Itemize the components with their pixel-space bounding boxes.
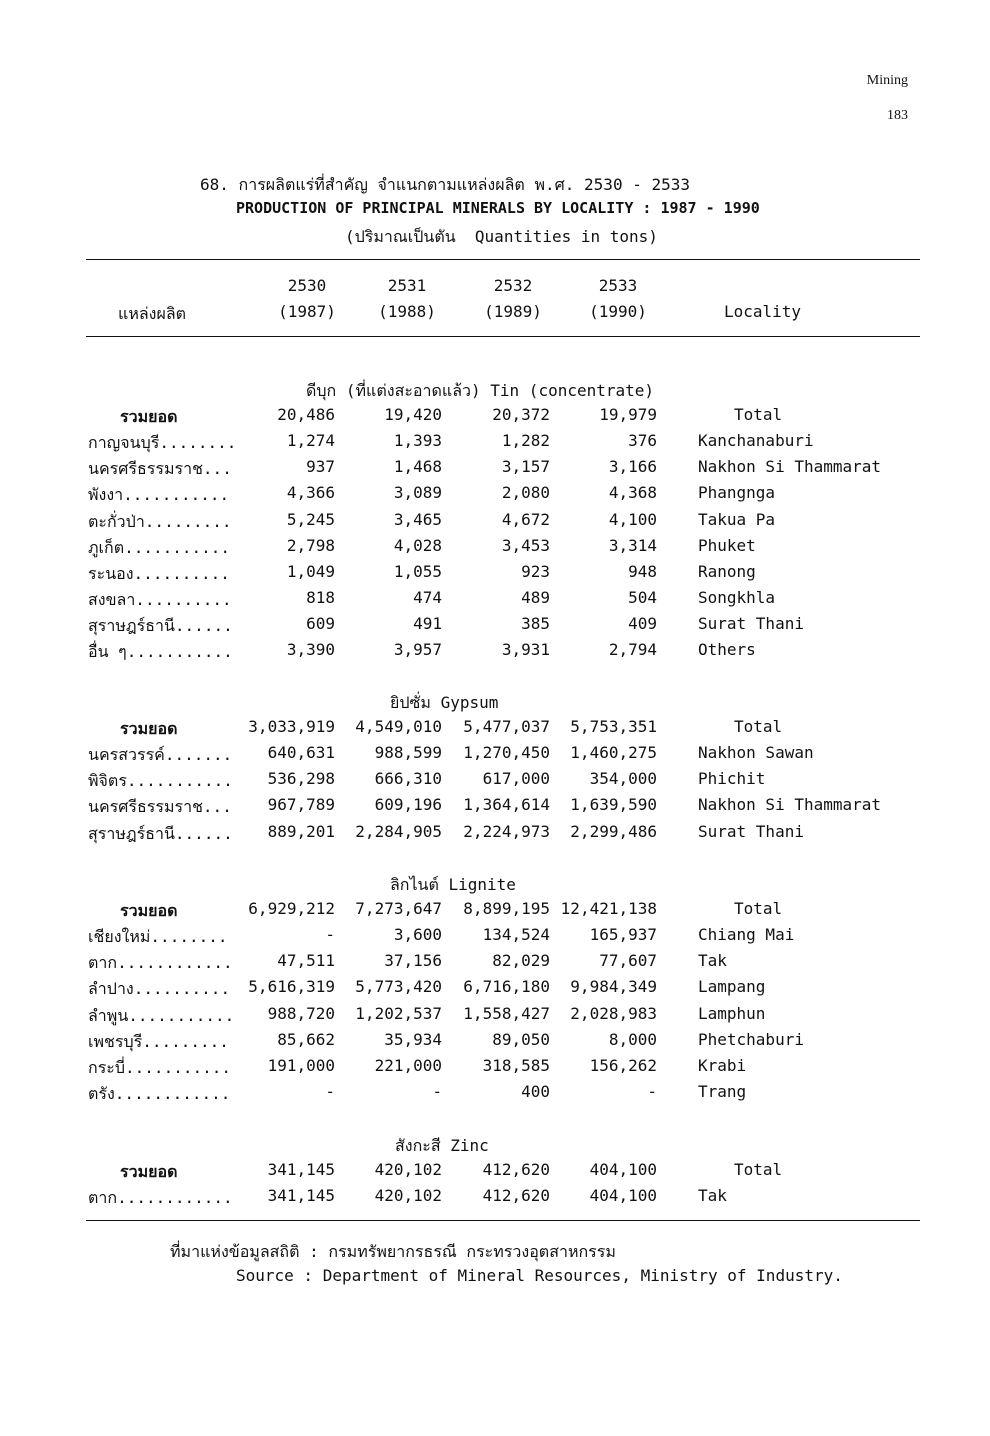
locality-english: Phichit	[698, 769, 766, 789]
value-cell: 37,156	[384, 951, 442, 971]
section-title: ลิกไนต์ Lignite	[390, 875, 516, 894]
locality-english: Phangnga	[698, 483, 776, 503]
value-cell: 1,393	[393, 431, 442, 451]
locality-english: Chiang Mai	[698, 925, 795, 945]
locality-english: Nakhon Sawan	[698, 743, 814, 763]
locality-english: Phetchaburi	[698, 1029, 804, 1049]
total-label-thai: รวมยอด	[120, 1162, 178, 1182]
value-cell: 20,372	[492, 405, 550, 425]
total-row	[0, 717, 990, 743]
locality-english: Tak	[698, 1186, 727, 1206]
value-cell: 489	[521, 587, 550, 607]
value-cell: 5,477,037	[463, 717, 550, 737]
locality-english: Tak	[698, 951, 727, 971]
table-row	[0, 951, 990, 977]
value-cell: 412,620	[482, 1186, 550, 1206]
value-cell: 967,789	[267, 795, 335, 815]
table-row	[0, 1030, 990, 1056]
value-cell: 35,934	[384, 1029, 442, 1049]
value-cell: 4,028	[393, 535, 442, 555]
table-row	[0, 822, 990, 848]
value-cell: 1,282	[501, 431, 550, 451]
value-cell: 3,390	[286, 640, 335, 659]
value-cell: 8,899,195	[463, 899, 550, 919]
locality-english: Lampang	[698, 977, 766, 997]
table-units: (ปริมาณเป็นตัน Quantities in tons)	[345, 227, 658, 246]
locality-english: Lamphun	[698, 1003, 766, 1023]
value-cell: 85,662	[277, 1029, 335, 1049]
value-cell: 354,000	[589, 769, 657, 789]
locality-thai: สงขลา..........	[88, 589, 232, 609]
value-cell: 3,033,919	[248, 717, 335, 737]
value-cell: 7,273,647	[355, 899, 442, 919]
value-cell: 2,284,905	[355, 821, 442, 841]
value-cell: 4,100	[608, 509, 657, 529]
locality-english: Others	[698, 640, 756, 659]
value-cell: 89,050	[492, 1029, 550, 1049]
value-cell: 536,298	[267, 769, 335, 789]
value-cell: 4,366	[286, 483, 335, 503]
value-cell: 1,270,450	[463, 743, 550, 763]
total-label: Total	[734, 1160, 783, 1180]
locality-english: Ranong	[698, 561, 756, 581]
value-cell: 1,364,614	[463, 795, 550, 815]
table-row	[0, 536, 990, 562]
value-cell: 3,157	[501, 457, 550, 477]
page-section-label: Mining	[866, 73, 908, 88]
value-cell: 3,166	[608, 457, 657, 477]
value-cell: 1,049	[286, 561, 335, 581]
locality-english: Surat Thani	[698, 613, 804, 633]
header-locality: Locality	[724, 302, 802, 321]
total-label: Total	[734, 405, 783, 425]
table-row	[0, 431, 990, 457]
value-cell: 2,299,486	[570, 821, 657, 841]
header-bottom-rule	[86, 336, 920, 337]
value-cell: 8,000	[608, 1029, 657, 1049]
section-title: ยิปซั่ม Gypsum	[390, 693, 499, 712]
locality-english: Nakhon Si Thammarat	[698, 795, 882, 815]
header-top-rule	[86, 259, 920, 260]
section-title: สังกะสี Zinc	[395, 1136, 489, 1155]
value-cell: 19,979	[599, 405, 657, 425]
value-cell: 9,984,349	[570, 977, 657, 997]
locality-thai: อื่น ๆ...........	[88, 642, 233, 661]
value-cell: 1,055	[393, 561, 442, 581]
source-thai: ที่มาแห่งข้อมูลสถิติ : กรมทรัพยากรธรณี กระทรวงอุตสาหกรรม	[170, 1242, 616, 1261]
value-cell: 2,798	[286, 535, 335, 555]
header-year-be: 2533	[598, 276, 638, 295]
total-label-thai: รวมยอด	[120, 407, 178, 427]
value-cell: 988,599	[374, 743, 442, 763]
value-cell: 165,937	[589, 925, 657, 945]
value-cell: 341,145	[267, 1186, 335, 1206]
value-cell: 3,931	[501, 640, 550, 659]
locality-thai: สุราษฎร์ธานี......	[88, 615, 233, 635]
locality-thai: ลำปาง..........	[88, 979, 231, 999]
value-cell: 1,274	[286, 431, 335, 451]
value-cell: 6,716,180	[463, 977, 550, 997]
value-cell: -	[325, 925, 335, 945]
locality-thai: พังงา...........	[88, 485, 230, 505]
value-cell: 5,245	[286, 509, 335, 529]
value-cell: 1,468	[393, 457, 442, 477]
header-year-ce: (1989)	[484, 302, 542, 321]
header-year-be: 2530	[287, 276, 327, 295]
value-cell: 134,524	[482, 925, 550, 945]
value-cell: 2,080	[501, 483, 550, 503]
table-row	[0, 795, 990, 821]
value-cell: 617,000	[482, 769, 550, 789]
table-row	[0, 588, 990, 614]
locality-thai: นครสวรรค์.......	[88, 745, 233, 765]
value-cell: 420,102	[374, 1160, 442, 1180]
value-cell: 404,100	[589, 1186, 657, 1206]
total-row	[0, 1160, 990, 1186]
locality-thai: นครศรีธรรมราช...	[88, 797, 232, 817]
locality-thai: นครศรีธรรมราช...	[88, 459, 232, 479]
locality-thai: สุราษฎร์ธานี......	[88, 823, 233, 843]
page-number: 183	[887, 108, 908, 123]
table-title-english: PRODUCTION OF PRINCIPAL MINERALS BY LOCALITY : 1987 - 1990	[236, 199, 760, 217]
table-row	[0, 1082, 990, 1108]
locality-english: Nakhon Si Thammarat	[698, 457, 882, 477]
value-cell: 3,314	[608, 535, 657, 555]
value-cell: 3,465	[393, 509, 442, 529]
value-cell: 1,639,590	[570, 795, 657, 815]
table-row	[0, 1004, 990, 1030]
value-cell: 404,100	[589, 1160, 657, 1180]
value-cell: 1,558,427	[463, 1003, 550, 1023]
value-cell: 640,631	[267, 743, 335, 763]
locality-thai: ระนอง..........	[88, 563, 230, 583]
locality-thai: กาญจนบุรี........	[88, 433, 237, 453]
header-year-ce: (1990)	[589, 302, 647, 321]
value-cell: 1,202,537	[355, 1003, 442, 1023]
value-cell: 1,460,275	[570, 743, 657, 763]
value-cell: 6,929,212	[248, 899, 335, 919]
value-cell: 474	[413, 587, 442, 607]
value-cell: 376	[628, 431, 657, 451]
locality-english: Phuket	[698, 535, 756, 555]
value-cell: 4,368	[608, 483, 657, 503]
table-row	[0, 562, 990, 588]
total-label: Total	[734, 717, 783, 737]
value-cell: 341,145	[267, 1160, 335, 1180]
table-row	[0, 510, 990, 536]
value-cell: 318,585	[482, 1055, 550, 1075]
locality-english: Kanchanaburi	[698, 431, 814, 451]
value-cell: 3,957	[393, 640, 442, 659]
table-row	[0, 1056, 990, 1082]
value-cell: 3,600	[393, 925, 442, 945]
value-cell: 3,453	[501, 535, 550, 555]
table-row	[0, 640, 990, 666]
value-cell: 2,028,983	[570, 1003, 657, 1023]
locality-thai: พิจิตร...........	[88, 771, 233, 791]
locality-thai: ตะกั่วป่า.........	[88, 511, 232, 531]
value-cell: 77,607	[599, 951, 657, 971]
value-cell: 609	[306, 613, 335, 633]
total-row	[0, 899, 990, 925]
value-cell: 937	[306, 457, 335, 477]
total-label-thai: รวมยอด	[120, 719, 178, 739]
value-cell: 504	[628, 587, 657, 607]
locality-english: Trang	[698, 1081, 747, 1101]
value-cell: 412,620	[482, 1160, 550, 1180]
locality-english: Takua Pa	[698, 509, 776, 529]
value-cell: 19,420	[384, 405, 442, 425]
value-cell: 666,310	[374, 769, 442, 789]
value-cell: 923	[521, 561, 550, 581]
total-label: Total	[734, 899, 783, 919]
header-year-be: 2532	[493, 276, 533, 295]
locality-thai: เชียงใหม่........	[88, 927, 228, 947]
section-title: ดีบุก (ที่แต่งสะอาดแล้ว) Tin (concentrate)	[306, 381, 655, 400]
locality-thai: ลำพูน...........	[88, 1005, 235, 1025]
value-cell: -	[647, 1081, 657, 1101]
table-title-thai: 68. การผลิตแร่ที่สำคัญ จำแนกตามแหล่งผลิต พ.ศ. 2530 - 2533	[200, 175, 690, 194]
value-cell: 491	[413, 613, 442, 633]
table-row	[0, 457, 990, 483]
total-row	[0, 405, 990, 431]
value-cell: 2,224,973	[463, 821, 550, 841]
value-cell: 4,549,010	[355, 717, 442, 737]
source-english: Source : Department of Mineral Resources, Ministry of Industry.	[236, 1266, 843, 1285]
value-cell: 82,029	[492, 951, 550, 971]
value-cell: 191,000	[267, 1055, 335, 1075]
header-year-be: 2531	[387, 276, 427, 295]
value-cell: -	[432, 1081, 442, 1101]
value-cell: 12,421,138	[560, 899, 657, 919]
value-cell: 20,486	[277, 405, 335, 425]
value-cell: 47,511	[277, 951, 335, 971]
value-cell: 409	[628, 613, 657, 633]
table-row	[0, 925, 990, 951]
value-cell: 5,773,420	[355, 977, 442, 997]
value-cell: 385	[521, 613, 550, 633]
table-bottom-rule	[86, 1220, 920, 1221]
value-cell: 3,089	[393, 483, 442, 503]
value-cell: 988,720	[267, 1003, 335, 1023]
table-row	[0, 614, 990, 640]
table-row	[0, 977, 990, 1003]
locality-english: Songkhla	[698, 587, 776, 607]
value-cell: 156,262	[589, 1055, 657, 1075]
locality-thai: กระบี่...........	[88, 1057, 231, 1077]
value-cell: 948	[628, 561, 657, 581]
table-row	[0, 743, 990, 769]
value-cell: 400	[521, 1081, 550, 1101]
value-cell: 4,672	[501, 509, 550, 529]
value-cell: 609,196	[374, 795, 442, 815]
locality-thai: ตาก............	[88, 1188, 233, 1208]
locality-thai: เพชรบุรี.........	[88, 1031, 229, 1051]
value-cell: -	[325, 1081, 335, 1101]
locality-thai: ตาก............	[88, 953, 233, 973]
locality-english: Krabi	[698, 1055, 747, 1075]
value-cell: 420,102	[374, 1186, 442, 1206]
table-row	[0, 483, 990, 509]
table-row	[0, 769, 990, 795]
locality-thai: ตรัง............	[88, 1083, 231, 1103]
header-year-ce: (1988)	[378, 302, 436, 321]
locality-english: Surat Thani	[698, 821, 804, 841]
locality-thai: ภูเก็ต...........	[88, 537, 231, 557]
value-cell: 818	[306, 587, 335, 607]
value-cell: 221,000	[374, 1055, 442, 1075]
value-cell: 889,201	[267, 821, 335, 841]
header-thai-locality: แหล่งผลิต	[118, 304, 187, 323]
value-cell: 5,616,319	[248, 977, 335, 997]
value-cell: 2,794	[608, 640, 657, 659]
value-cell: 5,753,351	[570, 717, 657, 737]
header-year-ce: (1987)	[278, 302, 336, 321]
table-row	[0, 1186, 990, 1212]
total-label-thai: รวมยอด	[120, 901, 178, 921]
